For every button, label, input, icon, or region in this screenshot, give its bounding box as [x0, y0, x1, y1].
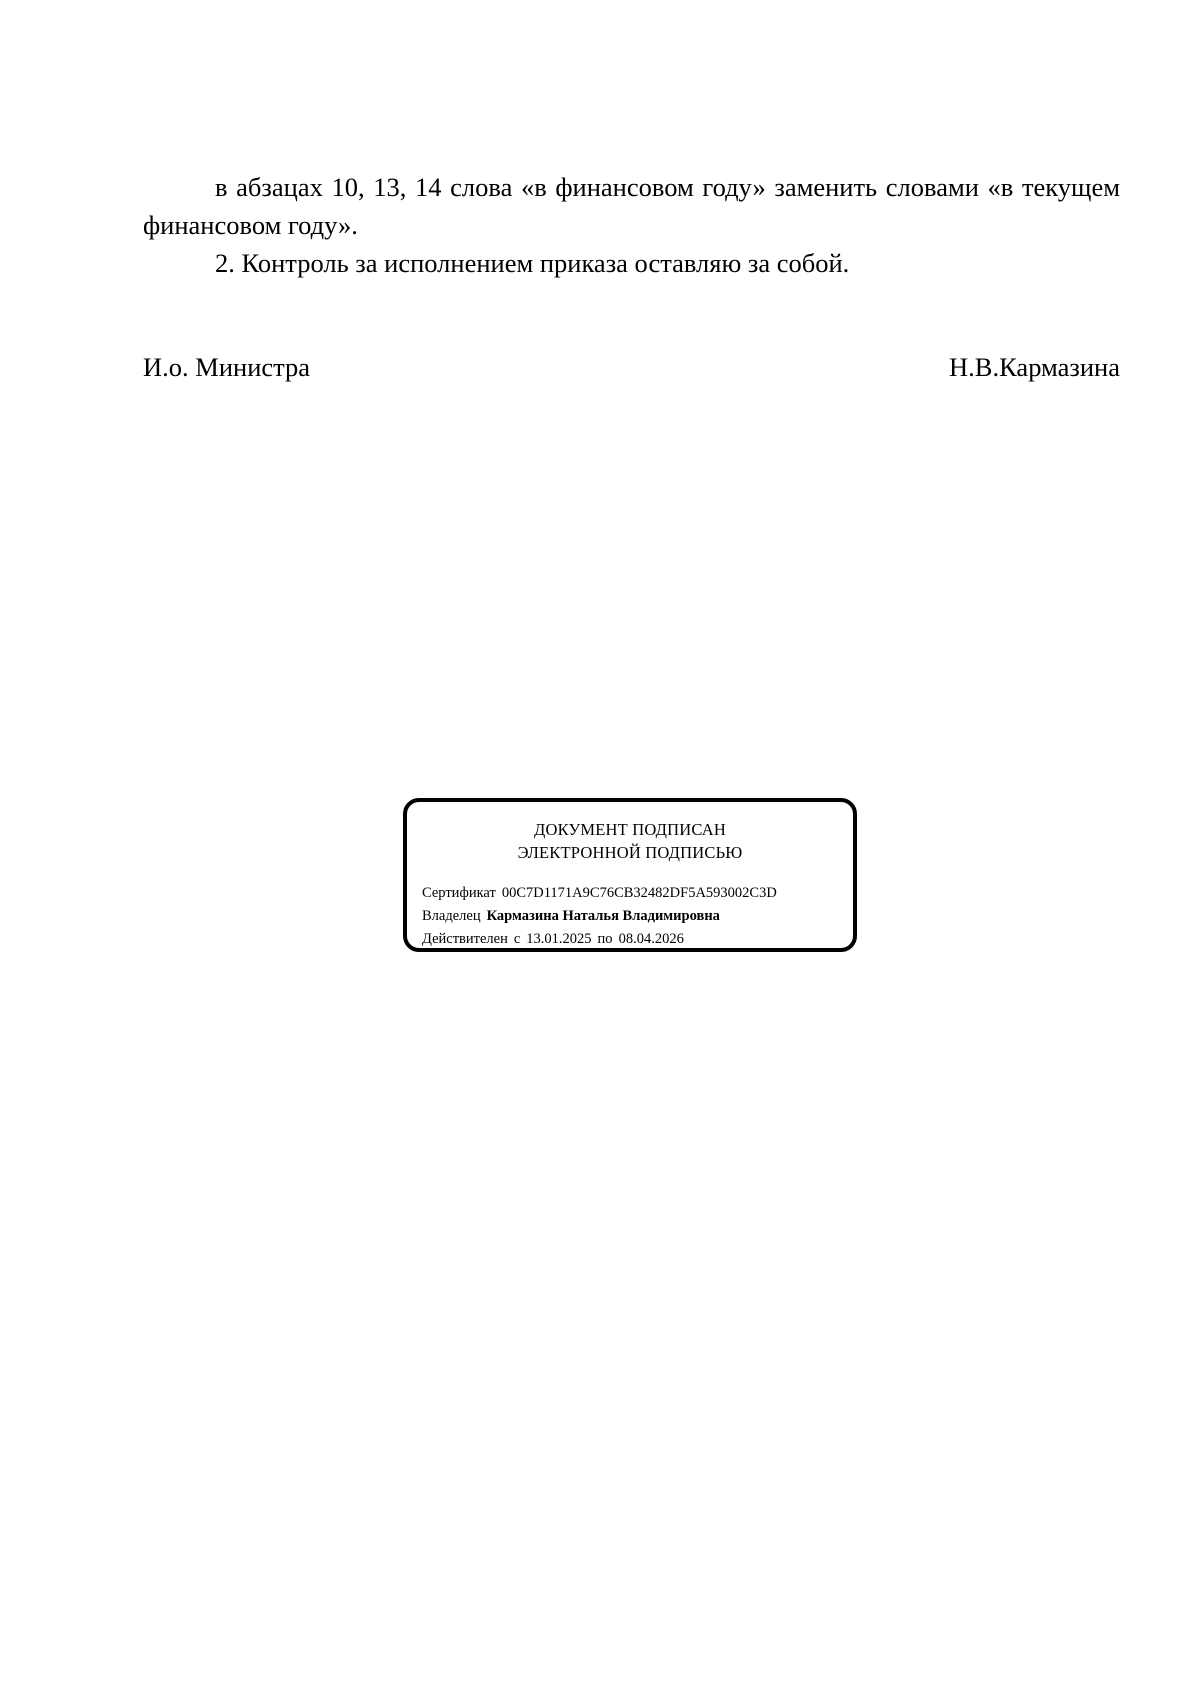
- stamp-certificate-value: 00C7D1171A9C76CB32482DF5A593002C3D: [501, 885, 777, 901]
- stamp-valid-from-label: с: [513, 931, 521, 947]
- stamp-owner-label: Владелец: [422, 908, 481, 924]
- stamp-title-line-1: ДОКУМЕНТ ПОДПИСАН: [534, 820, 726, 839]
- stamp-certificate-line: [422, 882, 777, 905]
- stamp-title: [407, 818, 853, 864]
- stamp-owner-value: Кармазина Наталья Владимировна: [486, 908, 720, 924]
- stamp-details: [422, 882, 777, 951]
- stamp-valid-to: 08.04.2026: [618, 931, 684, 947]
- stamp-valid-label: Действителен: [422, 931, 508, 947]
- signature-block: [143, 348, 1120, 386]
- body-paragraph-2: 2. Контроль за исполнением приказа оставляю за собой.: [215, 248, 850, 278]
- stamp-valid-from: 13.01.2025: [526, 931, 592, 947]
- stamp-validity-line: [422, 928, 777, 951]
- stamp-title-line-2: ЭЛЕКТРОННОЙ ПОДПИСЬЮ: [517, 843, 743, 862]
- electronic-signature-stamp: [403, 798, 857, 952]
- stamp-owner-line: [422, 905, 777, 928]
- body-paragraph-1: в абзацах 10, 13, 14 слова «в финансовом году» заменить словами «в текущем финансовом году».: [143, 172, 1120, 240]
- signatory-position: И.о. Министра: [143, 352, 311, 382]
- signatory-name: Н.В.Кармазина: [949, 352, 1120, 382]
- document-body: [143, 168, 1120, 282]
- stamp-certificate-label: Сертификат: [422, 885, 496, 901]
- stamp-valid-to-label: по: [597, 931, 613, 947]
